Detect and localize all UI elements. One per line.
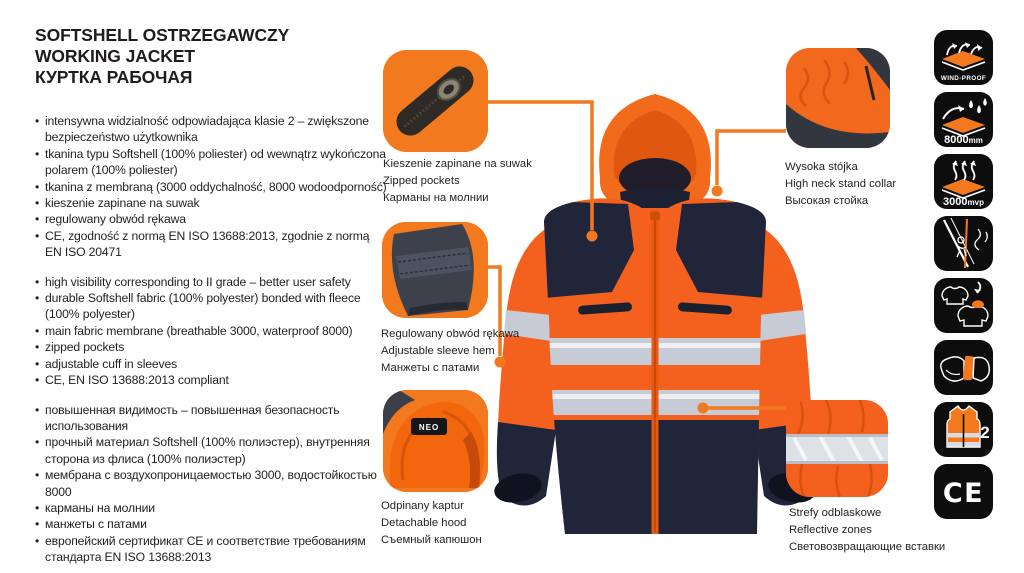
feature-item: • intensywna widzialność odpowiadająca klasie 2 – zwiększone bezpieczeństwo użytkownika bbox=[35, 113, 387, 146]
title-line-pl: SOFTSHELL OSTRZEGAWCZY bbox=[35, 25, 290, 45]
feature-item: • карманы на молнии bbox=[35, 500, 387, 516]
feature-item: • main fabric membrane (breathable 3000, waterproof 8000) bbox=[35, 323, 387, 339]
detachable-hood-icon bbox=[934, 278, 993, 333]
night-visibility-badge bbox=[934, 216, 993, 271]
feature-item: • CE, EN ISO 13688:2013 compliant bbox=[35, 372, 387, 388]
callout-label-hood bbox=[381, 498, 482, 549]
feature-item: • повышенная видимость – повышенная безопасность использования bbox=[35, 402, 387, 435]
connector-dot bbox=[587, 231, 598, 242]
breathable-badge bbox=[934, 154, 993, 209]
callout-photo-sleeve-hem bbox=[382, 222, 488, 318]
waterproof-icon bbox=[934, 92, 993, 147]
label-ru: Карманы на молнии bbox=[383, 192, 489, 204]
callout-photo-zipped-pockets bbox=[383, 50, 488, 152]
label-pl: Strefy odblaskowe bbox=[789, 507, 882, 519]
callout-photo-stand-collar bbox=[786, 48, 890, 148]
label-ru: Высокая стойка bbox=[785, 195, 869, 207]
wind-proof-badge bbox=[934, 30, 993, 85]
svg-text:CE: CE bbox=[942, 478, 985, 509]
breathable-icon bbox=[934, 154, 993, 209]
connector-dot bbox=[712, 186, 723, 197]
feature-item: • kieszenie zapinane na suwak bbox=[35, 195, 387, 211]
feature-item: • regulowany obwód rękawa bbox=[35, 211, 387, 227]
ce-mark-icon bbox=[934, 464, 993, 519]
svg-text:8000mm: 8000mm bbox=[944, 134, 983, 146]
title-line-ru: КУРТКА РАБОЧАЯ bbox=[35, 67, 193, 87]
adjustable-cuff-badge bbox=[934, 340, 993, 395]
label-ru: Съемный капюшон bbox=[381, 534, 482, 546]
connector-dot bbox=[698, 403, 709, 414]
label-en: Adjustable sleeve hem bbox=[381, 345, 495, 357]
callout-photo-hood bbox=[383, 390, 488, 492]
callout-label-zipped-pockets bbox=[383, 156, 532, 207]
wind-proof-icon bbox=[934, 30, 993, 85]
feature-item: • adjustable cuff in sleeves bbox=[35, 356, 387, 372]
hi-vis-class-badge bbox=[934, 402, 993, 457]
title-line-en: WORKING JACKET bbox=[35, 46, 195, 66]
feature-item: • европейский сертификат CE и соответствие требованиям стандарта EN ISO 13688:2013 bbox=[35, 533, 387, 566]
label-ru: Световозвращающие вставки bbox=[789, 541, 946, 553]
label-pl: Odpinany kaptur bbox=[381, 500, 464, 512]
label-en: Detachable hood bbox=[381, 517, 467, 529]
label-en: Reflective zones bbox=[789, 524, 872, 536]
feature-item: • zipped pockets bbox=[35, 339, 387, 355]
label-pl: Kieszenie zapinane na suwak bbox=[383, 158, 532, 170]
svg-text:WIND-PROOF: WIND-PROOF bbox=[940, 75, 987, 82]
callout-label-stand-collar bbox=[785, 159, 896, 210]
ce-mark-badge bbox=[934, 464, 993, 519]
svg-text:2: 2 bbox=[980, 423, 990, 442]
neo-logo-text: NEO bbox=[418, 423, 440, 432]
callout-label-reflective-zones bbox=[789, 505, 945, 556]
svg-text:3000mvp: 3000mvp bbox=[943, 196, 984, 208]
feature-item: • манжеты с патами bbox=[35, 516, 387, 532]
hi-vis-vest-icon bbox=[934, 402, 993, 457]
feature-item: • high visibility corresponding to II grade – better user safety bbox=[35, 274, 387, 290]
feature-badges bbox=[934, 30, 993, 519]
label-en: Zipped pockets bbox=[383, 175, 460, 187]
feature-item: • tkanina typu Softshell (100% poliester) od wewnątrz wykończona polarem (100% poliester) bbox=[35, 146, 387, 179]
feature-item: • durable Softshell fabric (100% polyester) bonded with fleece (100% polyester) bbox=[35, 290, 387, 323]
feature-item: • tkanina z membraną (3000 oddychalność, 8000 wodoodporność) bbox=[35, 179, 387, 195]
night-visibility-icon bbox=[934, 216, 993, 271]
feature-item: • прочный материал Softshell (100% полиэстер), внутренняя сторона из флиса (100% полиэстер) bbox=[35, 434, 387, 467]
callout-photo-reflective-zones bbox=[786, 400, 888, 497]
detachable-hood-badge bbox=[934, 278, 993, 333]
feature-item: • CE, zgodność z normą EN ISO 13688:2013, zgodnie z normą EN ISO 20471 bbox=[35, 228, 387, 261]
callout-label-sleeve-hem bbox=[381, 326, 519, 377]
label-pl: Wysoka stójka bbox=[785, 161, 858, 173]
adjustable-cuff-icon bbox=[934, 340, 993, 395]
label-ru: Манжеты с патами bbox=[381, 362, 480, 374]
feature-item: • мембрана с воздухопроницаемостью 3000, водостойкостью 8000 bbox=[35, 467, 387, 500]
label-en: High neck stand collar bbox=[785, 178, 897, 190]
connector-line-stand-collar bbox=[717, 131, 786, 185]
waterproof-badge bbox=[934, 92, 993, 147]
label-pl: Regulowany obwód rękawa bbox=[381, 328, 520, 340]
